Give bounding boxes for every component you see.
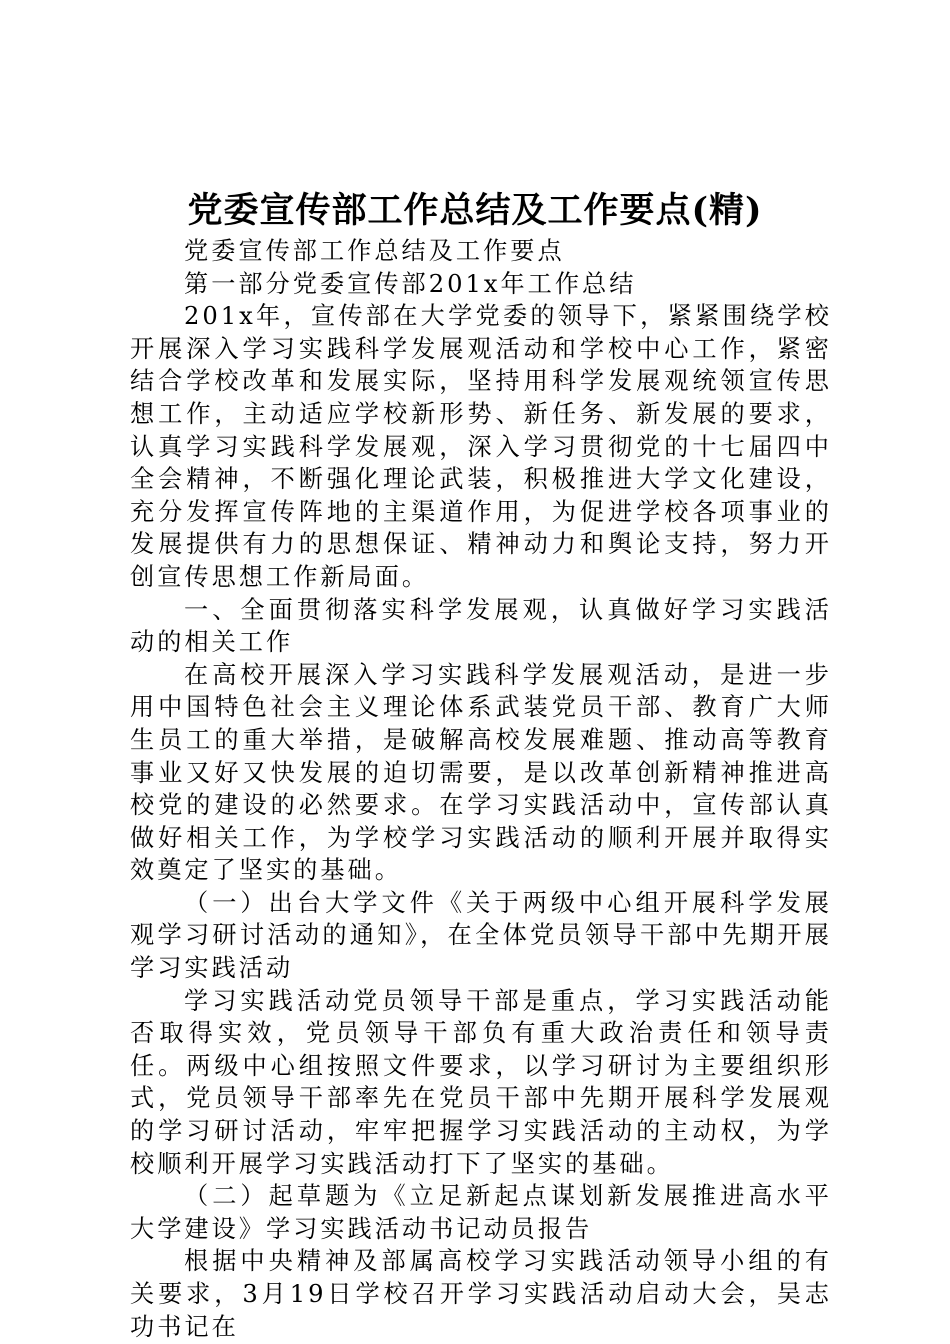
paragraph-subtitle: 党委宣传部工作总结及工作要点 — [184, 237, 565, 265]
paragraph-section-heading: 一、全面贯彻落实科学发展观，认真做好学习实践活动的相关工作 — [130, 595, 832, 657]
paragraph-part-heading: 第一部分党委宣传部201x年工作总结 — [184, 269, 637, 298]
paragraph-subsection-2-body: 根据中央精神及部属高校学习实践活动领导小组的有关要求，3月19日学校召开学习实践活动启动大会，吴志功书记在 — [130, 1247, 832, 1341]
paragraph-subsection-1-heading: （一）出台大学文件《关于两级中心组开展科学发展观学习研讨活动的通知》，在全体党员领导干部中先期开展学习实践活动 — [130, 888, 832, 983]
paragraph-overview: 201x年，宣传部在大学党委的领导下，紧紧围绕学校开展深入学习实践科学发展观活动和学校中心工作，紧密结合学校改革和发展实际，坚持用科学发展观统领宣传思想工作，主动适应学校新形势、新任务、新发展的要求，认真学习实践科学发展观，深入学习贯彻党的十七届四中全会精神，不断强化理论武装，积极推进大学文化建设，充分发挥宣传阵地的主渠道作用，为促进学校各项事业的发展提供有力的思想保证、精神动力和舆论支持，努力开创宣传思想工作新局面。 — [130, 302, 832, 591]
document-title: 党委宣传部工作总结及工作要点(精) — [187, 190, 763, 231]
document-body — [130, 235, 832, 1343]
paragraph-subsection-2-heading: （二）起草题为《立足新起点谋划新发展推进高水平大学建设》学习实践活动书记动员报告 — [130, 1182, 832, 1243]
paragraph-subsection-1-body: 学习实践活动党员领导干部是重点，学习实践活动能否取得实效，党员领导干部负有重大政治责任和领导责任。两级中心组按照文件要求，以学习研讨为主要组织形式，党员领导干部率先在党员干部中先期开展科学发展观的学习研讨活动，牢牢把握学习实践活动的主动权，为学校顺利开展学习实践活动打下了坚实的基础。 — [130, 986, 832, 1178]
paragraph-section-body: 在高校开展深入学习实践科学发展观活动，是进一步用中国特色社会主义理论体系武装党员干部、教育广大师生员工的重大举措，是破解高校发展难题、推动高等教育事业又好又快发展的迫切需要，是以改革创新精神推进高校党的建设的必然要求。在学习实践活动中，宣传部认真做好相关工作，为学校学习实践活动的顺利开展并取得实效奠定了坚实的基础。 — [130, 660, 832, 885]
